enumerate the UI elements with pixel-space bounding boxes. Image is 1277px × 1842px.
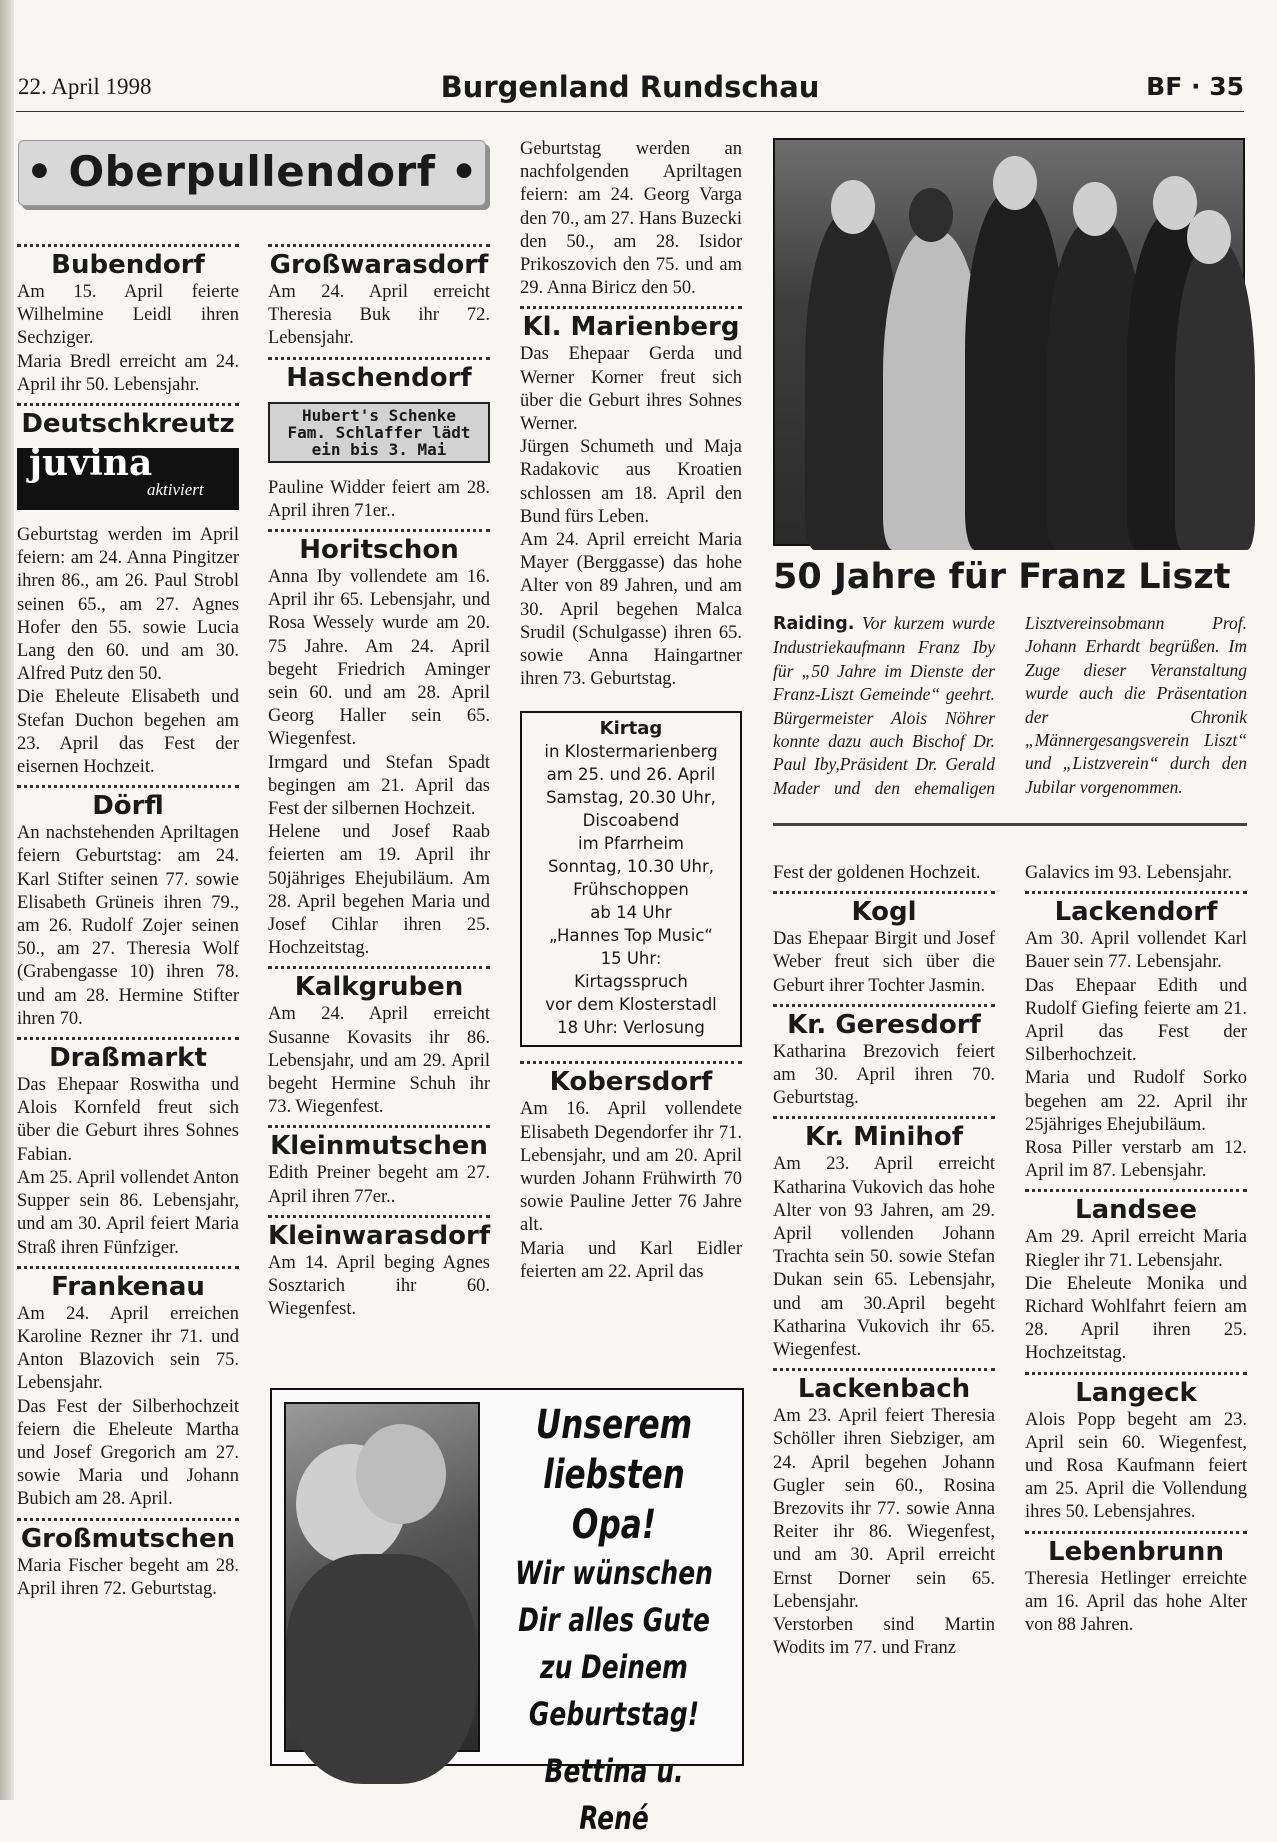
kirtag-line: Kirtagsspruch: [574, 972, 688, 992]
photo-face: [831, 180, 875, 234]
kirtag-line: 18 Uhr: Verlosung: [557, 1018, 705, 1038]
section-divider: [773, 891, 995, 894]
article-text: An nachstehenden Apriltagen feiern Geburtstag: am 24. Karl Stifter seinen 77. sowie Elisabeth Grüneis ihren 79., am 26. Rudolf Zojer seinen 50., am 27. Theresia Wolf (Grabengasse 10) ihren 78. und am 28. Hermine Stifter ihren 70.: [17, 823, 239, 1029]
article-text: Verstorben sind Martin Wodits im 77. und Franz: [773, 1615, 995, 1659]
section-head-lackenbach: Lackenbach: [797, 1374, 971, 1405]
section-head-kleinmutschen: Kleinmutschen: [270, 1131, 488, 1162]
greeting-line: Unserem: [535, 1402, 693, 1448]
kirtag-line: Samstag, 20.30 Uhr,: [546, 788, 716, 808]
section-divider: [520, 306, 742, 309]
kirtag-line: Discoabend: [582, 811, 680, 831]
article-text: Rosa Piller verstarb am 12. April im 87. Lebensjahr.: [1025, 1138, 1247, 1182]
article-text: Am 24. April erreicht Theresia Buk ihr 72. Lebensjahr.: [268, 282, 490, 349]
kirtag-line: vor dem Klosterstadl: [545, 995, 717, 1015]
article-text: Am 15. April feierte Wilhelmine Leidl ihren Sechziger.: [17, 282, 239, 349]
section-head-doerfl: Dörfl: [92, 791, 164, 822]
section-divider: [268, 244, 490, 247]
photo-figure: [286, 1554, 476, 1784]
section-head-langeck: Langeck: [1075, 1377, 1197, 1408]
section-head-horitschon: Horitschon: [299, 535, 459, 566]
section-head-kobersdorf: Kobersdorf: [549, 1067, 713, 1098]
article-text: Jürgen Schumeth und Maja Radakovic aus Kroatien schlossen am 18. April den Bund fürs Leben.: [520, 437, 742, 527]
juvina-ad: [17, 442, 239, 510]
region-banner: • Oberpullendorf •: [18, 140, 486, 206]
article-text: Am 14. April beging Agnes Sosztarich ihr 60. Wiegenfest.: [268, 1252, 490, 1320]
page-binding-shadow: [0, 0, 14, 1800]
liszt-headline: 50 Jahre für Franz Liszt: [773, 557, 1231, 597]
header-date: 22. April 1998: [18, 74, 152, 99]
section-divider: [268, 1215, 490, 1218]
article-text: Maria Bredl erreicht am 24. April ihr 50. Lebensjahr.: [17, 351, 239, 395]
section-divider: [17, 1266, 239, 1269]
ad-line: ein bis 3. Mai: [311, 439, 447, 459]
section-divider: [268, 966, 490, 969]
section-head-grossmutschen: Großmutschen: [20, 1523, 236, 1554]
article-text: Am 16. April vollendete Elisabeth Degendorfer ihr 71. Lebensjahr, und am 20. April wurden Johann Frühwirth 70 sowie Pauline Jetter 76 Jahre alt.: [520, 1099, 742, 1236]
section-head-landsee: Landsee: [1075, 1195, 1197, 1226]
section-head-lebenbrunn: Lebenbrunn: [1048, 1536, 1224, 1567]
article-text: Am 25. April vollendet Anton Supper sein 86. Lebensjahr, und am 30. April feiert Maria Straß ihren Fünfziger.: [17, 1167, 239, 1258]
section-divider: [17, 1037, 239, 1040]
section-head-kalkgruben: Kalkgruben: [294, 972, 464, 1003]
section-divider: [17, 1518, 239, 1521]
article-text: Geburtstag werden an nachfolgenden Apriltagen feiern: am 24. Georg Varga den 70., am 27. Hans Buzecki den 50., am 28. Isidor Prikoszovich den 75. und am 29. Anna Biricz den 50.: [520, 139, 742, 299]
article-text: Am 24. April erreicht Maria Mayer (Berggasse) das hohe Alter von 89 Jahren, und am 30. April begehen Malca Srudil (Schulgasse) ihren 65. sowie Anna Haingartner ihren 73. Geburtstag.: [520, 530, 742, 690]
section-divider: [17, 403, 239, 406]
column-1: [17, 238, 239, 1601]
greeting-line: zu Deinem: [540, 1648, 688, 1686]
kirtag-line: Frühschoppen: [573, 880, 689, 900]
article-text: Am 23. April feiert Theresia Schöller ihren Siebziger, am 24. April begehen Johann Gugler sein 60., Rosina Brezovits ihr 77. sowie Anna Reiter ihr 86. Wiegenfest, und am 30. April erreicht Ernst Dorner sein 65. Lebensjahr.: [773, 1406, 995, 1612]
article-text: Am 24. April erreichen Karoline Rezner ihr 71. und Anton Blazovich sein 75. Lebensjahr.: [17, 1303, 239, 1394]
greeting-text: [486, 1400, 742, 1842]
kirtag-line: „Hannes Top Music“: [549, 926, 713, 946]
article-text: Die Eheleute Monika und Richard Wohlfahrt feiern am 28. April ihren 25. Hochzeitstag.: [1025, 1273, 1247, 1364]
article-text: Maria und Karl Eidler feierten am 22. April das: [520, 1238, 742, 1282]
article-text: Am 23. April erreicht Katharina Vukovich das hohe Alter von 93 Jahren, am 29. April vollenden Johann Trachta sein 50. sowie Stefan Dukan sein 65. Lebensjahr, und am 30.April begeht Katharina Vukovich ihr 65. Wiegenfest.: [773, 1154, 995, 1361]
liszt-group-photo: [773, 138, 1245, 546]
liszt-dateline: Raiding.: [773, 614, 855, 634]
kirtag-line: in Klostermarienberg: [544, 742, 718, 762]
article-text: Maria Fischer begeht am 28. April ihren 72. Geburtstag.: [17, 1555, 239, 1599]
article-text: Am 29. April erreicht Maria Riegler ihr 71. Lebensjahr.: [1025, 1227, 1247, 1271]
section-divider: [773, 1116, 995, 1119]
kirtag-ad: [520, 711, 742, 1047]
section-head-frankenau: Frankenau: [51, 1271, 205, 1302]
greeting-signature: Bettina u. René: [544, 1752, 684, 1837]
section-head-bubendorf: Bubendorf: [51, 250, 205, 280]
article-text: Theresia Hetlinger erreichte am 16. April das hohe Alter von 88 Jahren.: [1025, 1568, 1247, 1636]
section-divider: [520, 1061, 742, 1064]
kirtag-line: ab 14 Uhr: [590, 903, 672, 923]
article-text: Galavics im 93. Lebensjahr.: [1025, 863, 1233, 883]
ad-line: Fam. Schlaffer lädt: [287, 422, 471, 442]
greeting-line: liebsten Opa!: [543, 1452, 685, 1548]
article-text: Irmgard und Stefan Spadt begingen am 21. April das Fest der silbernen Hochzeit.: [268, 752, 490, 820]
page-header: [16, 72, 1244, 112]
column-5: [1025, 862, 1247, 1637]
birthday-greeting-ad: [270, 1388, 744, 1837]
article-text: Das Ehepaar Gerda und Werner Korner freut sich über die Geburt ihres Sohnes Werner.: [520, 344, 742, 435]
section-head-deutschkreutz: Deutschkreutz: [21, 409, 235, 440]
header-title: Burgenland Rundschau: [440, 70, 820, 104]
kirtag-line: Sonntag, 10.30 Uhr,: [547, 857, 715, 877]
article-text: Fest der goldenen Hochzeit.: [773, 863, 981, 883]
section-head-drassmarkt: Draßmarkt: [49, 1043, 207, 1074]
section-divider: [17, 244, 239, 247]
grandfather-photo: [284, 1402, 480, 1752]
section-head-lackendorf: Lackendorf: [1054, 897, 1218, 928]
section-divider: [773, 1004, 995, 1007]
article-text: Das Ehepaar Edith und Rudolf Giefing feierte am 21. April das Fest der Silberhochzeit.: [1025, 975, 1247, 1066]
section-divider: [268, 357, 490, 360]
header-page-number: BF · 35: [1146, 72, 1244, 101]
section-divider: [1025, 1189, 1247, 1192]
section-divider: [17, 785, 239, 788]
juvina-tagline: aktiviert: [147, 480, 204, 500]
column-2: [268, 238, 490, 1322]
article-text: Am 24. April erreicht Susanne Kovasits ihr 86. Lebensjahr, und am 29. April begeht Hermine Schuh ihr 73. Wiegenfest.: [268, 1004, 490, 1118]
article-text: Das Ehepaar Birgit und Josef Weber freut sich über die Geburt ihrer Tochter Jasmin.: [773, 929, 995, 996]
greeting-line: Geburtstag!: [528, 1695, 700, 1733]
photo-face: [909, 188, 953, 242]
article-text: Edith Preiner begeht am 27. April ihren 77er..: [268, 1163, 490, 1207]
article-text: Am 30. April vollendet Karl Bauer sein 77. Lebensjahr.: [1025, 929, 1247, 973]
article-text: Das Ehepaar Roswitha und Alois Kornfeld freut sich über die Geburt ihres Sohnes Fabian.: [17, 1075, 239, 1165]
section-head-haschendorf: Haschendorf: [286, 362, 472, 393]
section-divider: [1025, 1531, 1247, 1534]
photo-face: [1187, 210, 1231, 264]
section-divider: [268, 1125, 490, 1128]
greeting-line: Dir alles Gute: [518, 1601, 710, 1639]
ad-line: Hubert's Schenke: [301, 405, 457, 425]
section-head-kleinwarasdorf: Kleinwarasdorf: [268, 1220, 491, 1251]
liszt-article: [773, 612, 1247, 826]
article-text: Helene und Josef Raab feierten am 19. April ihr 50jähriges Ehejubiläum. Am 28. April begehen Maria und Josef Cihlar ihren 25. Hochzeitstag.: [268, 822, 490, 959]
photo-face: [993, 156, 1037, 210]
juvina-logo: juvina: [29, 442, 153, 485]
section-divider: [268, 529, 490, 532]
liszt-article-text: Vor kurzem wurde Industriekaufmann Franz Iby für „50 Jahre im Dienste der Franz-Liszt Gemeinde“ geehrt. Bürgermeister Alois Nöhrer konnte dazu auch Bischof Dr. Paul Iby,Präsident Dr. Gerald Mader und den ehemaligen Lisztvereinsobmann Prof. Johann Erhardt begrüßen. Im Zuge dieser Veranstaltung wurde auch die Präsentation der Chronik „Männergesangsverein Liszt“ und „Listzverein“ durch den Jubilar vorgenommen.: [773, 613, 1247, 798]
article-text: Die Eheleute Elisabeth und Stefan Duchon begehen am 23. April das Fest der eisernen Hochzeit.: [17, 687, 239, 778]
photo-face: [1073, 182, 1117, 236]
article-text: Das Fest der Silberhochzeit feiern die Eheleute Martha und Josef Gregorich am 27. sowie Maria und Johann Bubich am 28. April.: [17, 1396, 239, 1510]
photo-face: [356, 1424, 446, 1524]
article-text: Anna Iby vollendete am 16. April ihr 65. Lebensjahr, und Rosa Wessely wurde am 20. 75 Jahre. Am 24. April begeht Friedrich Aminger sein 60. und am 28. April Georg Haller sein 65. Wiegenfest.: [268, 567, 490, 750]
section-divider: [773, 1368, 995, 1371]
section-head-kr-minihof: Kr. Minihof: [804, 1122, 964, 1153]
photo-figure: [1175, 240, 1255, 550]
greeting-line: Wir wünschen: [515, 1554, 713, 1592]
article-text: Pauline Widder feiert am 28. April ihren 71er..: [268, 477, 490, 521]
section-divider: [1025, 891, 1247, 894]
section-head-kl-marienberg: Kl. Marienberg: [522, 312, 740, 343]
kirtag-title: Kirtag: [599, 718, 663, 740]
section-divider: [1025, 1372, 1247, 1375]
column-4: [773, 862, 995, 1660]
kirtag-line: im Pfarrheim: [577, 834, 685, 854]
article-text: Katharina Brezovich feiert am 30. April ihren 70. Geburtstag.: [773, 1041, 995, 1109]
section-head-grosswarasdorf: Großwarasdorf: [269, 250, 489, 280]
huberts-schenke-ad: [268, 402, 490, 463]
article-text: Maria und Rudolf Sorko begehen am 22. April ihr 25jähriges Ehejubiläum.: [1025, 1068, 1247, 1135]
section-head-kogl: Kogl: [851, 897, 917, 928]
kirtag-line: 15 Uhr:: [600, 949, 662, 969]
section-head-kr-geresdorf: Kr. Geresdorf: [787, 1009, 981, 1040]
article-text: Geburtstag werden im April feiern: am 24. Anna Pingitzer ihren 86., am 26. Paul Strobl seinen 65., am 27. Agnes Hofer den 55. sowie Lucia Lang den 60. und am 30. Alfred Putz den 50.: [17, 525, 239, 685]
column-3: [520, 138, 742, 1284]
kirtag-line: am 25. und 26. April: [546, 765, 716, 785]
article-text: Alois Popp begeht am 23. April sein 60. Wiegenfest, und Rosa Kaufmann feiert am 25. April die Vollendung ihres 50. Lebensjahres.: [1025, 1409, 1247, 1523]
